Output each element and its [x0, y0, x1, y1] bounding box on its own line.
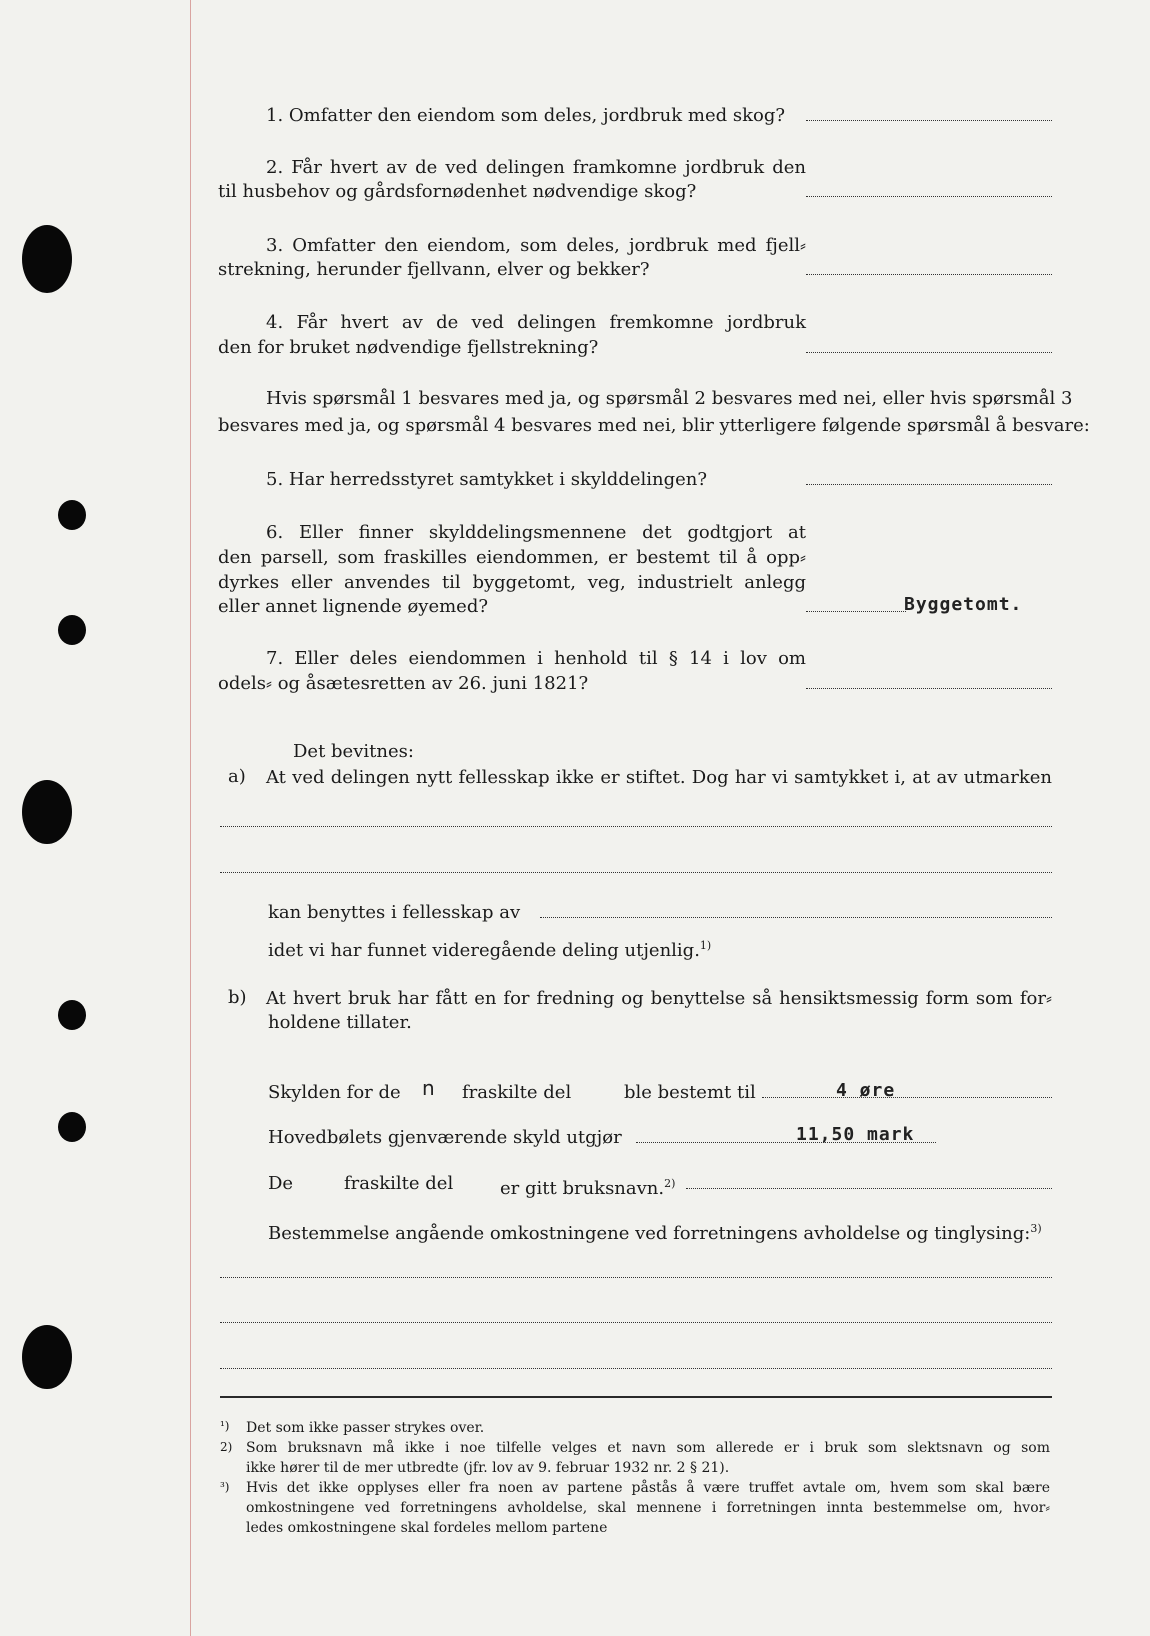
- question-2-line-2: til husbehov og gårdsfornødenhet nødvendige skog?: [218, 181, 697, 202]
- question-5: 5. Har herredsstyret samtykket i skylddelingen?: [266, 469, 707, 490]
- question-7-line-2: odels⸗ og åsætesretten av 26. juni 1821?: [218, 673, 589, 694]
- footnote-rule: [220, 1396, 1052, 1398]
- question-6-line-1: 6. Eller finner skylddelingsmennene det godtgjort at: [266, 522, 806, 543]
- item-a-text: At ved delingen nytt fellesskap ikke er stiftet. Dog har vi samtykket i, at av utmarken: [266, 767, 1052, 788]
- idet-line: idet vi har funnet videregående deling utjenlig.$^{1)}$: [268, 939, 712, 961]
- question-6-line-4: eller annet lignende øyemed?: [218, 596, 488, 617]
- bruks-line: [686, 1188, 1052, 1189]
- blank-line-a1: [220, 826, 1052, 827]
- footnote-2-line-2: ikke hører til de mer utbredte (jfr. lov av 9. februar 1932 nr. 2 § 21).: [246, 1460, 730, 1476]
- answer-6-typed: Byggetomt.: [904, 594, 1023, 615]
- footnote-3-mark: ³): [220, 1480, 230, 1494]
- answer-line-1: [806, 120, 1052, 121]
- item-a-label: a): [228, 766, 246, 787]
- hoved-label: Hovedbølets gjenværende skyld utgjør: [268, 1127, 622, 1148]
- question-6-line-2: den parsell, som fraskilles eiendommen, er bestemt til å opp⸗: [218, 547, 806, 568]
- footnote-1-mark: ¹): [220, 1419, 230, 1433]
- punch-hole: [22, 780, 72, 844]
- bruks-mid: fraskilte del: [344, 1173, 454, 1194]
- blank-line-a2: [220, 872, 1052, 873]
- bruks-de: De: [268, 1173, 294, 1194]
- bruks-suffix: er gitt bruksnavn.$^{2)}$: [500, 1177, 676, 1199]
- punch-hole: [58, 615, 86, 645]
- punch-hole: [22, 1325, 72, 1389]
- fellesskap-label: kan benyttes i fellesskap av: [268, 902, 521, 923]
- footnote-2-line-1: Som bruksnavn må ikke i noe tilfelle velges et navn som allerede er i bruk som slektsnavn og som: [246, 1440, 1050, 1456]
- bevitnes-heading: Det bevitnes:: [293, 741, 414, 762]
- answer-line-6: [806, 611, 906, 612]
- item-b-label: b): [228, 987, 247, 1008]
- skyld-prefix: Skylden for de: [268, 1082, 401, 1103]
- bestemmelse-line-1: [220, 1277, 1052, 1278]
- footnote-1: Det som ikke passer strykes over.: [246, 1420, 485, 1436]
- question-3-line-1: 3. Omfatter den eiendom, som deles, jordbruk med fjell⸗: [266, 235, 806, 256]
- skyld-handwritten: n: [422, 1076, 435, 1100]
- answer-line-5: [806, 484, 1052, 485]
- intro-line-1: Hvis spørsmål 1 besvares med ja, og spørsmål 2 besvares med nei, eller hvis spørsmål 3: [266, 388, 1073, 409]
- question-2-line-1: 2. Får hvert av de ved delingen framkomne jordbruk den: [266, 157, 806, 178]
- bestemmelse-line-3: [220, 1368, 1052, 1369]
- answer-line-7: [806, 688, 1052, 689]
- bestemmelse-line-2: [220, 1322, 1052, 1323]
- punch-hole: [58, 1112, 86, 1142]
- margin-line: [190, 0, 191, 1636]
- punch-hole: [58, 500, 86, 530]
- answer-line-3: [806, 274, 1052, 275]
- question-4-line-1: 4. Får hvert av de ved delingen fremkomne jordbruk: [266, 312, 806, 333]
- footnote-3-line-2: omkostningene ved forretningens avholdelse, skal mennene i forretningen innta bestemmelse om, hvor⸗: [246, 1500, 1050, 1516]
- intro-line-2: besvares med ja, og spørsmål 4 besvares med nei, blir ytterligere følgende spørsmål å besvare:: [218, 415, 1090, 436]
- footnote-2-mark: 2): [220, 1440, 233, 1454]
- skyld-value: 4 øre: [836, 1080, 896, 1101]
- question-7-line-1: 7. Eller deles eiendommen i henhold til § 14 i lov om: [266, 648, 806, 669]
- question-6-line-3: dyrkes eller anvendes til byggetomt, veg, industrielt anlegg: [218, 572, 806, 593]
- footnote-3-line-1: Hvis det ikke opplyses eller fra noen av partene påstås å være truffet avtale om, hvem som skal bære: [246, 1480, 1050, 1496]
- question-3-line-2: strekning, herunder fjellvann, elver og bekker?: [218, 259, 650, 280]
- skyld-suffix: ble bestemt til: [624, 1082, 756, 1103]
- skyld-line: [762, 1097, 1052, 1098]
- fellesskap-line: [540, 917, 1052, 918]
- punch-hole: [22, 225, 72, 293]
- answer-line-2: [806, 196, 1052, 197]
- hoved-value: 11,50 mark: [796, 1124, 915, 1145]
- skyld-mid: fraskilte del: [462, 1082, 572, 1103]
- item-b-line-2: holdene tillater.: [268, 1012, 412, 1033]
- question-1: 1. Omfatter den eiendom som deles, jordbruk med skog?: [266, 105, 785, 126]
- question-4-line-2: den for bruket nødvendige fjellstrekning?: [218, 337, 599, 358]
- bestemmelse: Bestemmelse angående omkostningene ved forretningens avholdelse og tinglysing:$^{3)}$: [268, 1222, 1042, 1244]
- punch-hole: [58, 1000, 86, 1030]
- answer-line-4: [806, 352, 1052, 353]
- item-b-line-1: At hvert bruk har fått en for fredning og benyttelse så hensiktsmessig form som for⸗: [266, 988, 1052, 1009]
- footnote-3-line-3: ledes omkostningene skal fordeles mellom partene: [246, 1520, 608, 1536]
